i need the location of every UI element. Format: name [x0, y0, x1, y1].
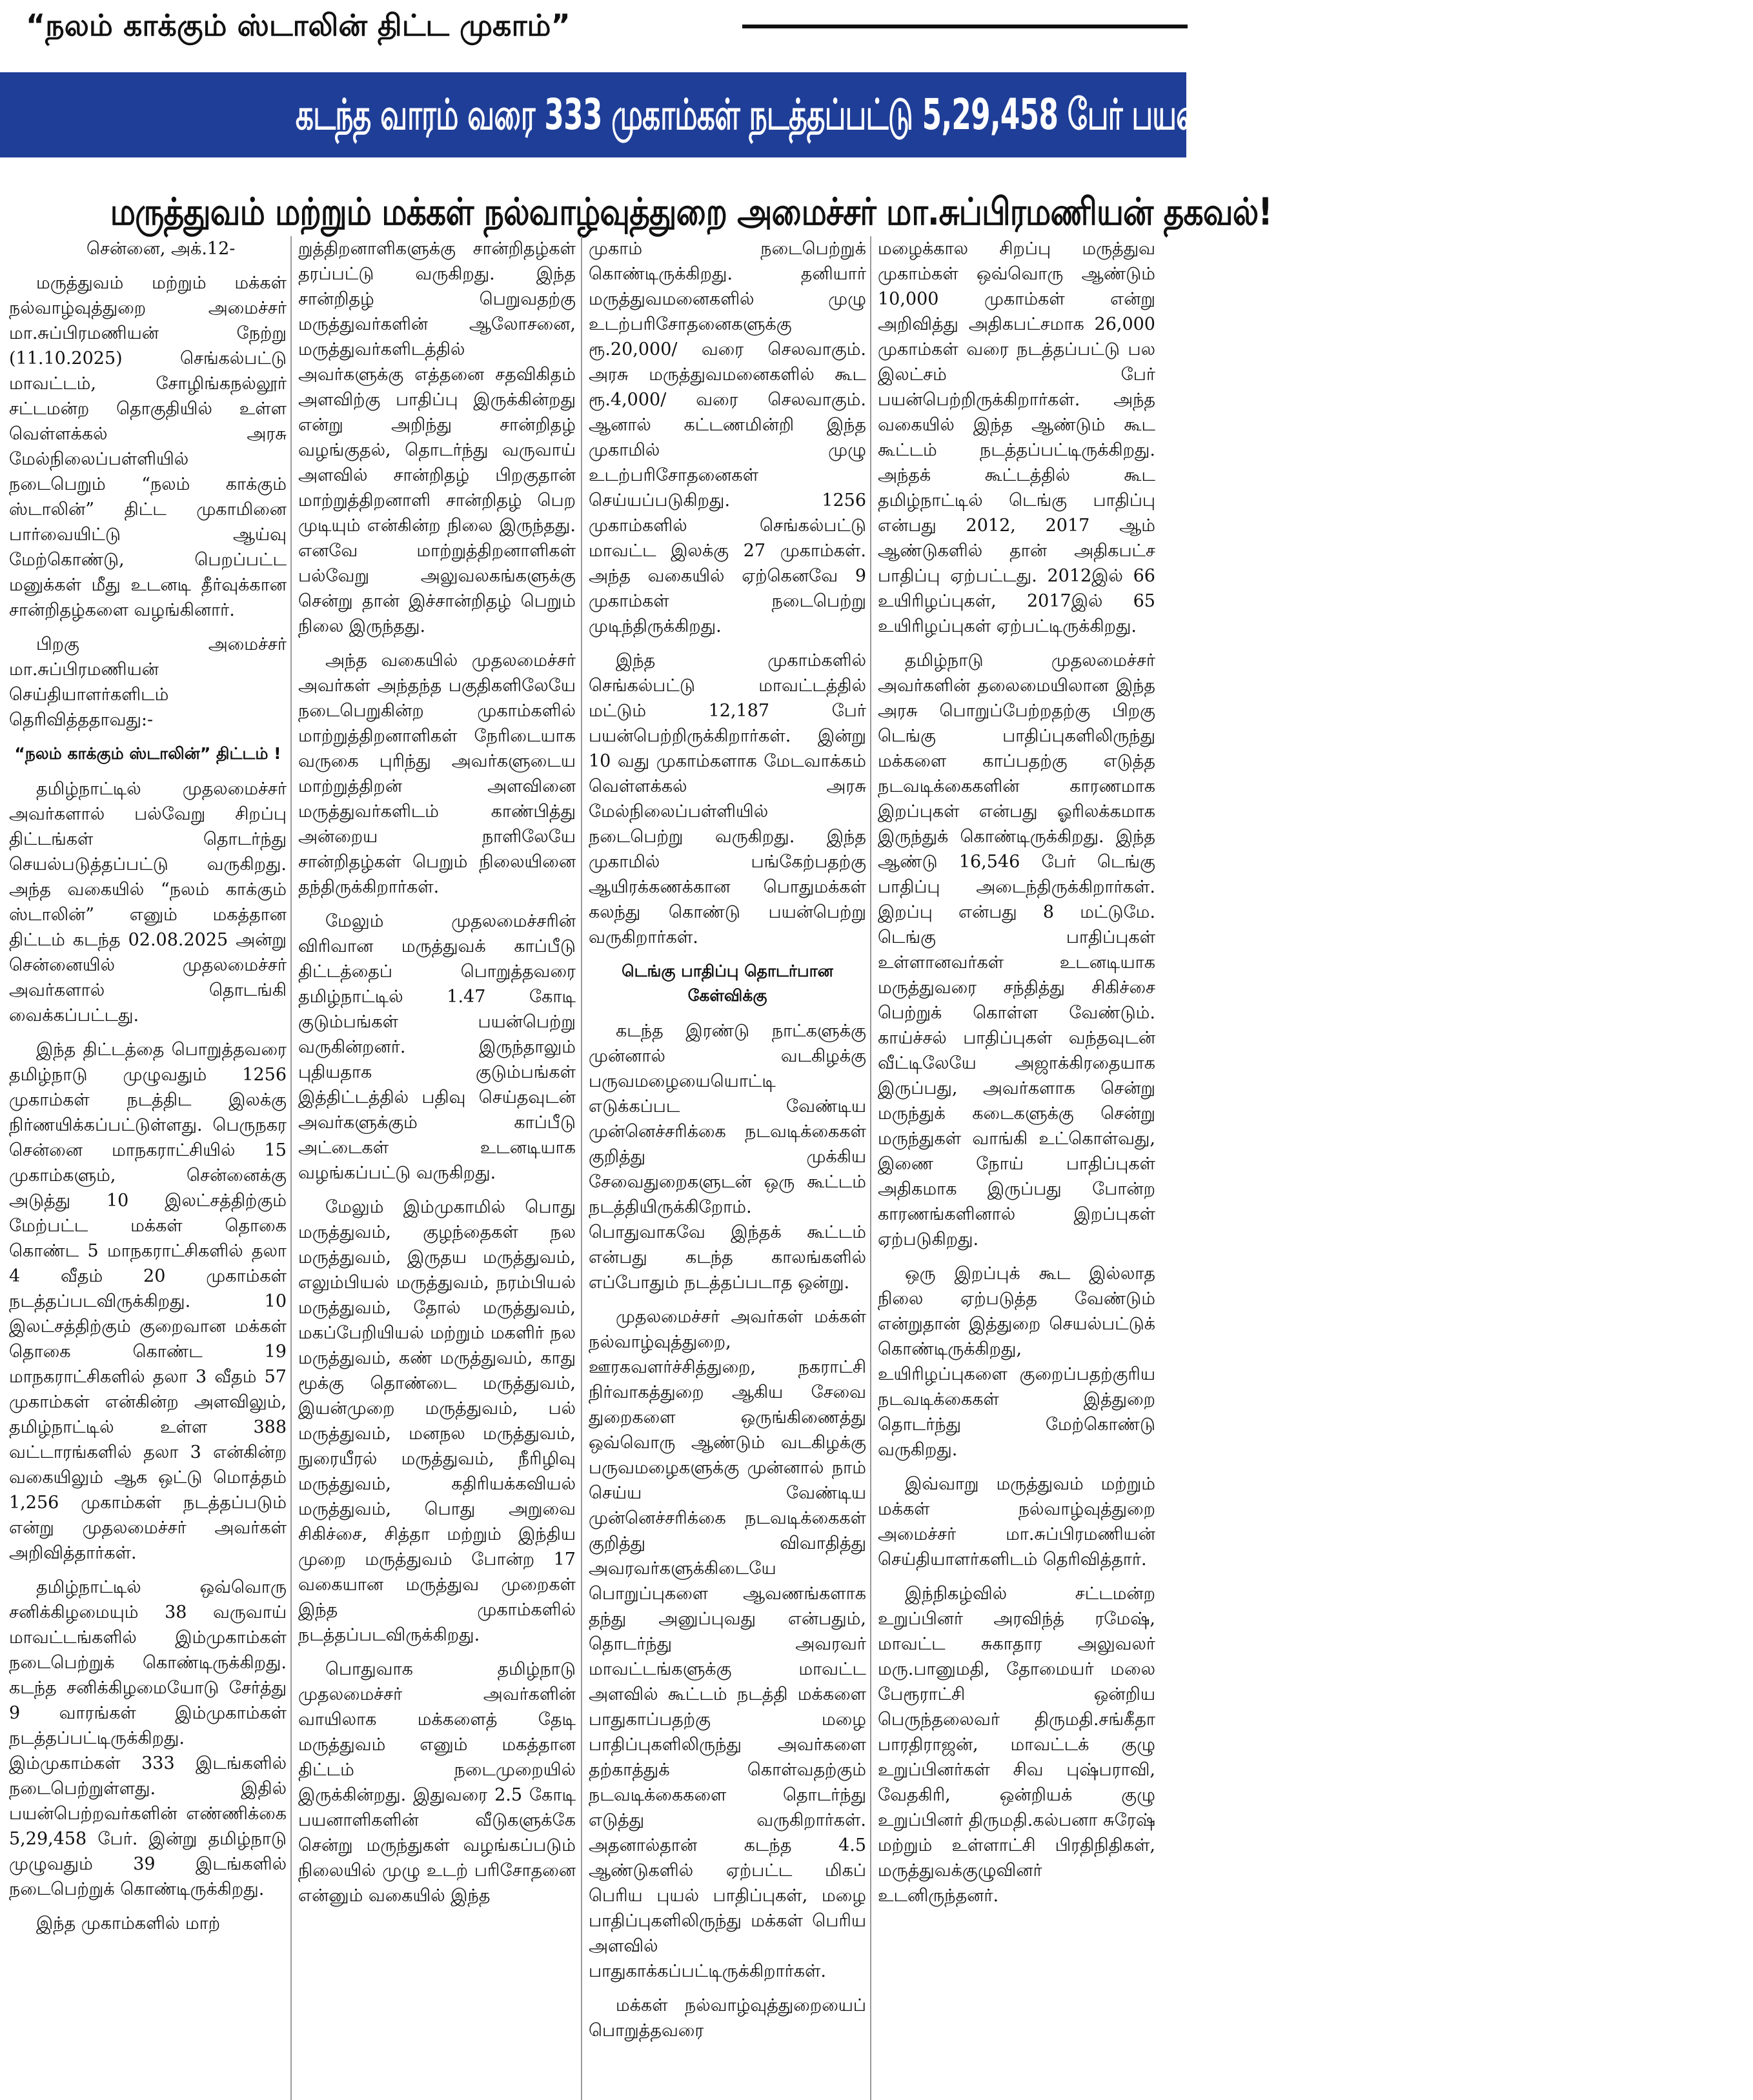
- article-paragraph: பிறகு அமைச்சர் மா.சுப்பிரமணியன் செய்தியாளர்களிடம் தெரிவித்ததாவது:-: [9, 634, 287, 730]
- article-paragraph: மேலும் இம்முகாமில் பொது மருத்துவம், குழந்தைகள் நல மருத்துவம், இருதய மருத்துவம், எலும்பியல் மருத்துவம், நரம்பியல் மருத்துவம், தோல் மருத்துவம், மகப்பேறியியல் மற்றும் மகளிர் நல மருத்துவம், கண் மருத்துவம், காது மூக்கு தொண்டை மருத்துவம், இயன்முறை மருத்துவம், பல் மருத்துவம், மனநல மருத்துவம், நுரையீரல் மருத்துவம், நீரிழிவு மருத்துவம், கதிரியக்கவியல் மருத்துவம், பொது அறுவை சிகிச்சை, சித்தா மற்றும் இந்திய முறை மருத்துவம் போன்ற 17 வகையான மருத்துவ முறைகள் இந்த முகாம்களில் நடத்தப்படவிருக்கிறது.: [298, 1197, 576, 1645]
- article-column-3: [589, 236, 866, 2100]
- article-column-4: [878, 236, 1155, 2100]
- column-divider: [870, 236, 871, 2100]
- section-subheading: “நலம் காக்கும் ஸ்டாலின்” திட்டம் !: [14, 744, 281, 763]
- article-paragraph: மேலும் முதலமைச்சரின் விரிவான மருத்துவக் காப்பீடு திட்டத்தைப் பொறுத்தவரை தமிழ்நாட்டில் 1.47 கோடி குடும்பங்கள் பயன்பெற்று வருகின்றனர். இருந்தாலும் புதியதாக குடும்பங்கள் இத்திட்டத்தில் பதிவு செய்தவுடன் அவர்களுக்கும் காப்பீடு அட்டைகள் உடனடியாக வழங்கப்பட்டு வருகிறது.: [298, 911, 576, 1183]
- kicker-heading: [26, 5, 571, 45]
- article-paragraph: ஒரு இறப்புக் கூட இல்லாத நிலை ஏற்படுத்த வேண்டும் என்றுதான் இத்துறை செயல்பட்டுக் கொண்டிருக்கிறது, உயிரிழப்புகளை குறைப்பதற்குரிய நடவடிக்கைகள் இத்துறை தொடர்ந்து மேற்கொண்டு வருகிறது.: [878, 1264, 1155, 1460]
- article-body: [0, 236, 1186, 2100]
- article-paragraph: தமிழ்நாட்டில் ஒவ்வொரு சனிக்கிழமையும் 38 வருவாய் மாவட்டங்களில் இம்முகாம்கள் நடைபெற்றுக் கொண்டிருக்கிறது. கடந்த சனிக்கிழமையோடு சேர்த்து 9 வாரங்கள் இம்முகாம்கள் நடத்தப்பட்டிருக்கிறது. இம்முகாம்கள் 333 இடங்களில் நடைபெற்றுள்ளது. இதில் பயன்பெற்றவர்களின் எண்ணிக்கை 5,29,458 பேர். இன்று தமிழ்நாடு முழுவதும் 39 இடங்களில் நடைபெற்றுக் கொண்டிருக்கிறது.: [9, 1577, 287, 1899]
- article-paragraph: முதலமைச்சர் அவர்கள் மக்கள் நல்வாழ்வுத்துறை, ஊரகவளர்ச்சித்துறை, நகராட்சி நிர்வாகத்துறை ஆகிய சேவை துறைகளை ஒருங்கிணைத்து ஒவ்வொரு ஆண்டும் வடகிழக்கு பருவமழைகளுக்கு முன்னால் நாம் செய்ய வேண்டிய முன்னெச்சரிக்கை நடவடிக்கைகள் குறித்து விவாதித்து அவரவர்களுக்கிடையே பொறுப்புகளை ஆவணங்களாக தந்து அனுப்புவது என்பதும், தொடர்ந்து அவரவர் மாவட்டங்களுக்கு மாவட்ட அளவில் கூட்டம் நடத்தி மக்களை பாதுகாப்பதற்கு மழை பாதிப்புகளிலிருந்து அவர்களை தற்காத்துக் கொள்வதற்கும் நடவடிக்கைகளை தொடர்ந்து எடுத்து வருகிறார்கள். அதனால்தான் கடந்த 4.5 ஆண்டுகளில் ஏற்பட்ட மிகப் பெரிய புயல் பாதிப்புகள், மழை பாதிப்புகளிலிருந்து மக்கள் பெரிய அளவில் பாதுகாக்கப்பட்டிருக்கிறார்கள்.: [589, 1307, 866, 1981]
- article-paragraph: இந்த திட்டத்தை பொறுத்தவரை தமிழ்நாடு முழுவதும் 1256 முகாம்கள் நடத்திட இலக்கு நிர்ணயிக்கப்பட்டுள்ளது. பெருநகர சென்னை மாநகராட்சியில் 15 முகாம்களும், சென்னைக்கு அடுத்து 10 இலட்சத்திற்கும் மேற்பட்ட மக்கள் தொகை கொண்ட 5 மாநகராட்சிகளில் தலா 4 வீதம் 20 முகாம்கள் நடத்தப்படவிருக்கிறது. 10 இலட்சத்திற்கும் குறைவான மக்கள் தொகை கொண்ட 19 மாநகராட்சிகளில் தலா 3 வீதம் 57 முகாம்கள் என்கின்ற அளவிலும், தமிழ்நாட்டில் உள்ள 388 வட்டாரங்களில் தலா 3 என்கின்ற வகையிலும் ஆக ஒட்டு மொத்தம் 1,256 முகாம்கள் நடத்தப்படும் என்று முதலமைச்சர் அவர்கள் அறிவித்தார்கள்.: [9, 1040, 287, 1563]
- article-paragraph: றுத்திறனாளிகளுக்கு சான்றிதழ்கள் தரப்பட்டு வருகிறது. இந்த சான்றிதழ் பெறுவதற்கு மருத்துவர்களின் ஆலோசனை, மருத்துவர்களிடத்தில் அவர்களுக்கு எத்தனை சதவிகிதம் அளவிற்கு பாதிப்பு இருக்கின்றது என்று அறிந்து சான்றிதழ் வழங்குதல், தொடர்ந்து வருவாய் அளவில் சான்றிதழ் பிறகுதான் மாற்றுத்திறனாளி சான்றிதழ் பெற முடியும் என்கின்ற நிலை இருந்தது. எனவே மாற்றுத்திறனாளிகள் பல்வேறு அலுவலகங்களுக்கு சென்று தான் இச்சான்றிதழ் பெறும் நிலை இருந்தது.: [298, 239, 576, 636]
- headline-text: கடந்த வாரம் வரை 333 முகாம்கள் நடத்தப்பட்டு 5,29,458 பேர் பயன்பெற்றிருக்கிறார்கள்!: [295, 90, 1457, 139]
- article-paragraph: இவ்வாறு மருத்துவம் மற்றும் மக்கள் நல்வாழ்வுத்துறை அமைச்சர் மா.சுப்பிரமணியன் செய்தியாளர்களிடம் தெரிவித்தார்.: [878, 1474, 1155, 1570]
- article-paragraph: இந்த முகாம்களில் செங்கல்பட்டு மாவட்டத்தில் மட்டும் 12,187 பேர் பயன்பெற்றிருக்கிறார்கள். இன்று 10 வது முகாம்களாக மேடவாக்கம் வெள்ளக்கல் அரசு மேல்நிலைப்பள்ளியில் நடைபெற்று வருகிறது. இந்த முகாமில் பங்கேற்பதற்கு ஆயிரக்கணக்கான பொதுமக்கள் கலந்து கொண்டு பயன்பெற்று வருகிறார்கள்.: [589, 651, 866, 947]
- article-paragraph: தமிழ்நாடு முதலமைச்சர் அவர்களின் தலைமையிலான இந்த அரசு பொறுப்பேற்றதற்கு பிறகு டெங்கு பாதிப்புகளிலிருந்து மக்களை காப்பதற்கு எடுத்த நடவடிக்கைகளின் காரணமாக இறப்புகள் என்பது ஓரிலக்கமாக இருந்துக் கொண்டிருக்கிறது. இந்த ஆண்டு 16,546 பேர் டெங்கு பாதிப்பு அடைந்திருக்கிறார்கள். இறப்பு என்பது 8 மட்டுமே. டெங்கு பாதிப்புகள் உள்ளானவர்கள் உடனடியாக மருத்துவரை சந்தித்து சிகிச்சை பெற்றுக் கொள்ள வேண்டும். காய்ச்சல் பாதிப்புகள் வந்தவுடன் வீட்டிலேயே அஜாக்கிரதையாக இருப்பது, அவர்களாக சென்று மருந்துக் கடைகளுக்கு சென்று மருந்துகள் வாங்கி உட்கொள்வது, இணை நோய் பாதிப்புகள் அதிகமாக இருப்பது போன்ற காரணங்களினால் இறப்புகள் ஏற்படுகிறது.: [878, 651, 1155, 1249]
- kicker-text: “நலம் காக்கும் ஸ்டாலின் திட்ட முகாம்”: [26, 8, 571, 43]
- dateline: சென்னை, அக்.12-: [86, 239, 236, 259]
- article-paragraph: பொதுவாக தமிழ்நாடு முதலமைச்சர் அவர்களின் வாயிலாக மக்களைத் தேடி மருத்துவம் எனும் மகத்தான திட்டம் நடைமுறையில் இருக்கின்றது. இதுவரை 2.5 கோடி பயனாளிகளின் வீடுகளுக்கே சென்று மருந்துகள் வழங்கப்படும் நிலையில் முழு உடற் பரிசோதனை என்னும் வகையில் இந்த: [298, 1659, 576, 1906]
- article-paragraph: கடந்த இரண்டு நாட்களுக்கு முன்னால் வடகிழக்கு பருவமழையையொட்டி எடுக்கப்பட வேண்டிய முன்னெச்சரிக்கை நடவடிக்கைகள் குறித்து முக்கிய சேவைதுறைகளுடன் ஒரு கூட்டம் நடத்தியிருக்கிறோம். பொதுவாகவே இந்தக் கூட்டம் என்பது கடந்த காலங்களில் எப்போதும் நடத்தப்படாத ஒன்று.: [589, 1021, 866, 1293]
- article-paragraph: முகாம் நடைபெற்றுக் கொண்டிருக்கிறது. தனியார் மருத்துவமனைகளில் முழு உடற்பரிசோதனைகளுக்கு ரூ.20,000/ வரை செலவாகும். அரசு மருத்துவமனைகளில் கூட ரூ.4,000/ வரை செலவாகும். ஆனால் கட்டணமின்றி இந்த முகாமில் முழு உடற்பரிசோதனைகள் செய்யப்படுகிறது. 1256 முகாம்களில் செங்கல்பட்டு மாவட்ட இலக்கு 27 முகாம்கள். அந்த வகையில் ஏற்கெனவே 9 முகாம்கள் நடைபெற்று முடிந்திருக்கிறது.: [589, 239, 866, 636]
- subheadline-text: மருத்துவம் மற்றும் மக்கள் நல்வாழ்வுத்துறை அமைச்சர் மா.சுப்பிரமணியன் தகவல்!: [110, 190, 1272, 234]
- article-paragraph: மக்கள் நல்வாழ்வுத்துறையைப் பொறுத்தவரை: [589, 1995, 866, 2041]
- column-divider: [581, 236, 582, 2100]
- headline-banner: [0, 72, 1457, 157]
- article-paragraph: தமிழ்நாட்டில் முதலமைச்சர் அவர்களால் பல்வேறு சிறப்பு திட்டங்கள் தொடர்ந்து செயல்படுத்தப்பட்டு வருகிறது. அந்த வகையில் “நலம் காக்கும் ஸ்டாலின்” எனும் மகத்தான திட்டம் கடந்த 02.08.2025 அன்று சென்னையில் முதலமைச்சர் அவர்களால் தொடங்கி வைக்கப்பட்டது.: [9, 779, 287, 1025]
- article-paragraph: இந்நிகழ்வில் சட்டமன்ற உறுப்பினர் அரவிந்த் ரமேஷ், மாவட்ட சுகாதார அலுவலர் மரு.பானுமதி, தோமையர் மலை பேரூராட்சி ஒன்றிய பெருந்தலைவர் திருமதி.சங்கீதா பாரதிராஜன், மாவட்டக் குழு உறுப்பினர்கள் சிவ புஷ்பராவி, வேதகிரி, ஒன்றியக் குழு உறுப்பினர் திருமதி.கல்பனா சுரேஷ் மற்றும் உள்ளாட்சி பிரதிநிதிகள், மருத்துவக்குழுவினர் உடனிருந்தனர்.: [878, 1584, 1155, 1906]
- article-paragraph: மழைக்கால சிறப்பு மருத்துவ முகாம்கள் ஒவ்வொரு ஆண்டும் 10,000 முகாம்கள் என்று அறிவித்து அதிகபட்சமாக 26,000 முகாம்கள் வரை நடத்தப்பட்டு பல இலட்சம் பேர் பயன்பெற்றிருக்கிறார்கள். அந்த வகையில் இந்த ஆண்டும் கூட கூட்டம் நடத்தப்பட்டிருக்கிறது. அந்தக் கூட்டத்தில் கூட தமிழ்நாட்டில் டெங்கு பாதிப்பு என்பது 2012, 2017 ஆம் ஆண்டுகளில் தான் அதிகபட்ச பாதிப்பு ஏற்பட்டது. 2012இல் 66 உயிரிழப்புகள், 2017இல் 65 உயிரிழப்புகள் ஏற்பட்டிருக்கிறது.: [878, 239, 1155, 636]
- section-subheading: டெங்கு பாதிப்பு தொடர்பான கேள்விக்கு: [622, 962, 833, 1005]
- article-paragraph: மருத்துவம் மற்றும் மக்கள் நல்வாழ்வுத்துறை அமைச்சர் மா.சுப்பிரமணியன் நேற்று (11.10.2025) செங்கல்பட்டு மாவட்டம், சோழிங்கநல்லூர் சட்டமன்ற தொகுதியில் உள்ள வெள்ளக்கல் அரசு மேல்நிலைப்பள்ளியில் நடைபெறும் “நலம் காக்கும் ஸ்டாலின்” திட்ட முகாமினை பார்வையிட்டு ஆய்வு மேற்கொண்டு, பெறப்பட்ட மனுக்கள் மீது உடனடி தீர்வுக்கான சான்றிதழ்களை வழங்கினார்.: [9, 273, 287, 620]
- article-paragraph: இந்த முகாம்களில் மாற்: [36, 1913, 221, 1933]
- article-column-1: [9, 236, 287, 2100]
- column-divider: [290, 236, 292, 2100]
- article-column-2: [298, 236, 576, 2100]
- kicker-rule: [742, 25, 1188, 28]
- article-paragraph: அந்த வகையில் முதலமைச்சர் அவர்கள் அந்தந்த பகுதிகளிலேயே நடைபெறுகின்ற முகாம்களில் மாற்றுத்திறனாளிகள் நேரிடையாக வருகை புரிந்து அவர்களுடைய மாற்றுத்திறன் அளவினை மருத்துவர்களிடம் காண்பித்து அன்றைய நாளிலேயே சான்றிதழ்கள் பெறும் நிலையினை தந்திருக்கிறார்கள்.: [298, 651, 576, 897]
